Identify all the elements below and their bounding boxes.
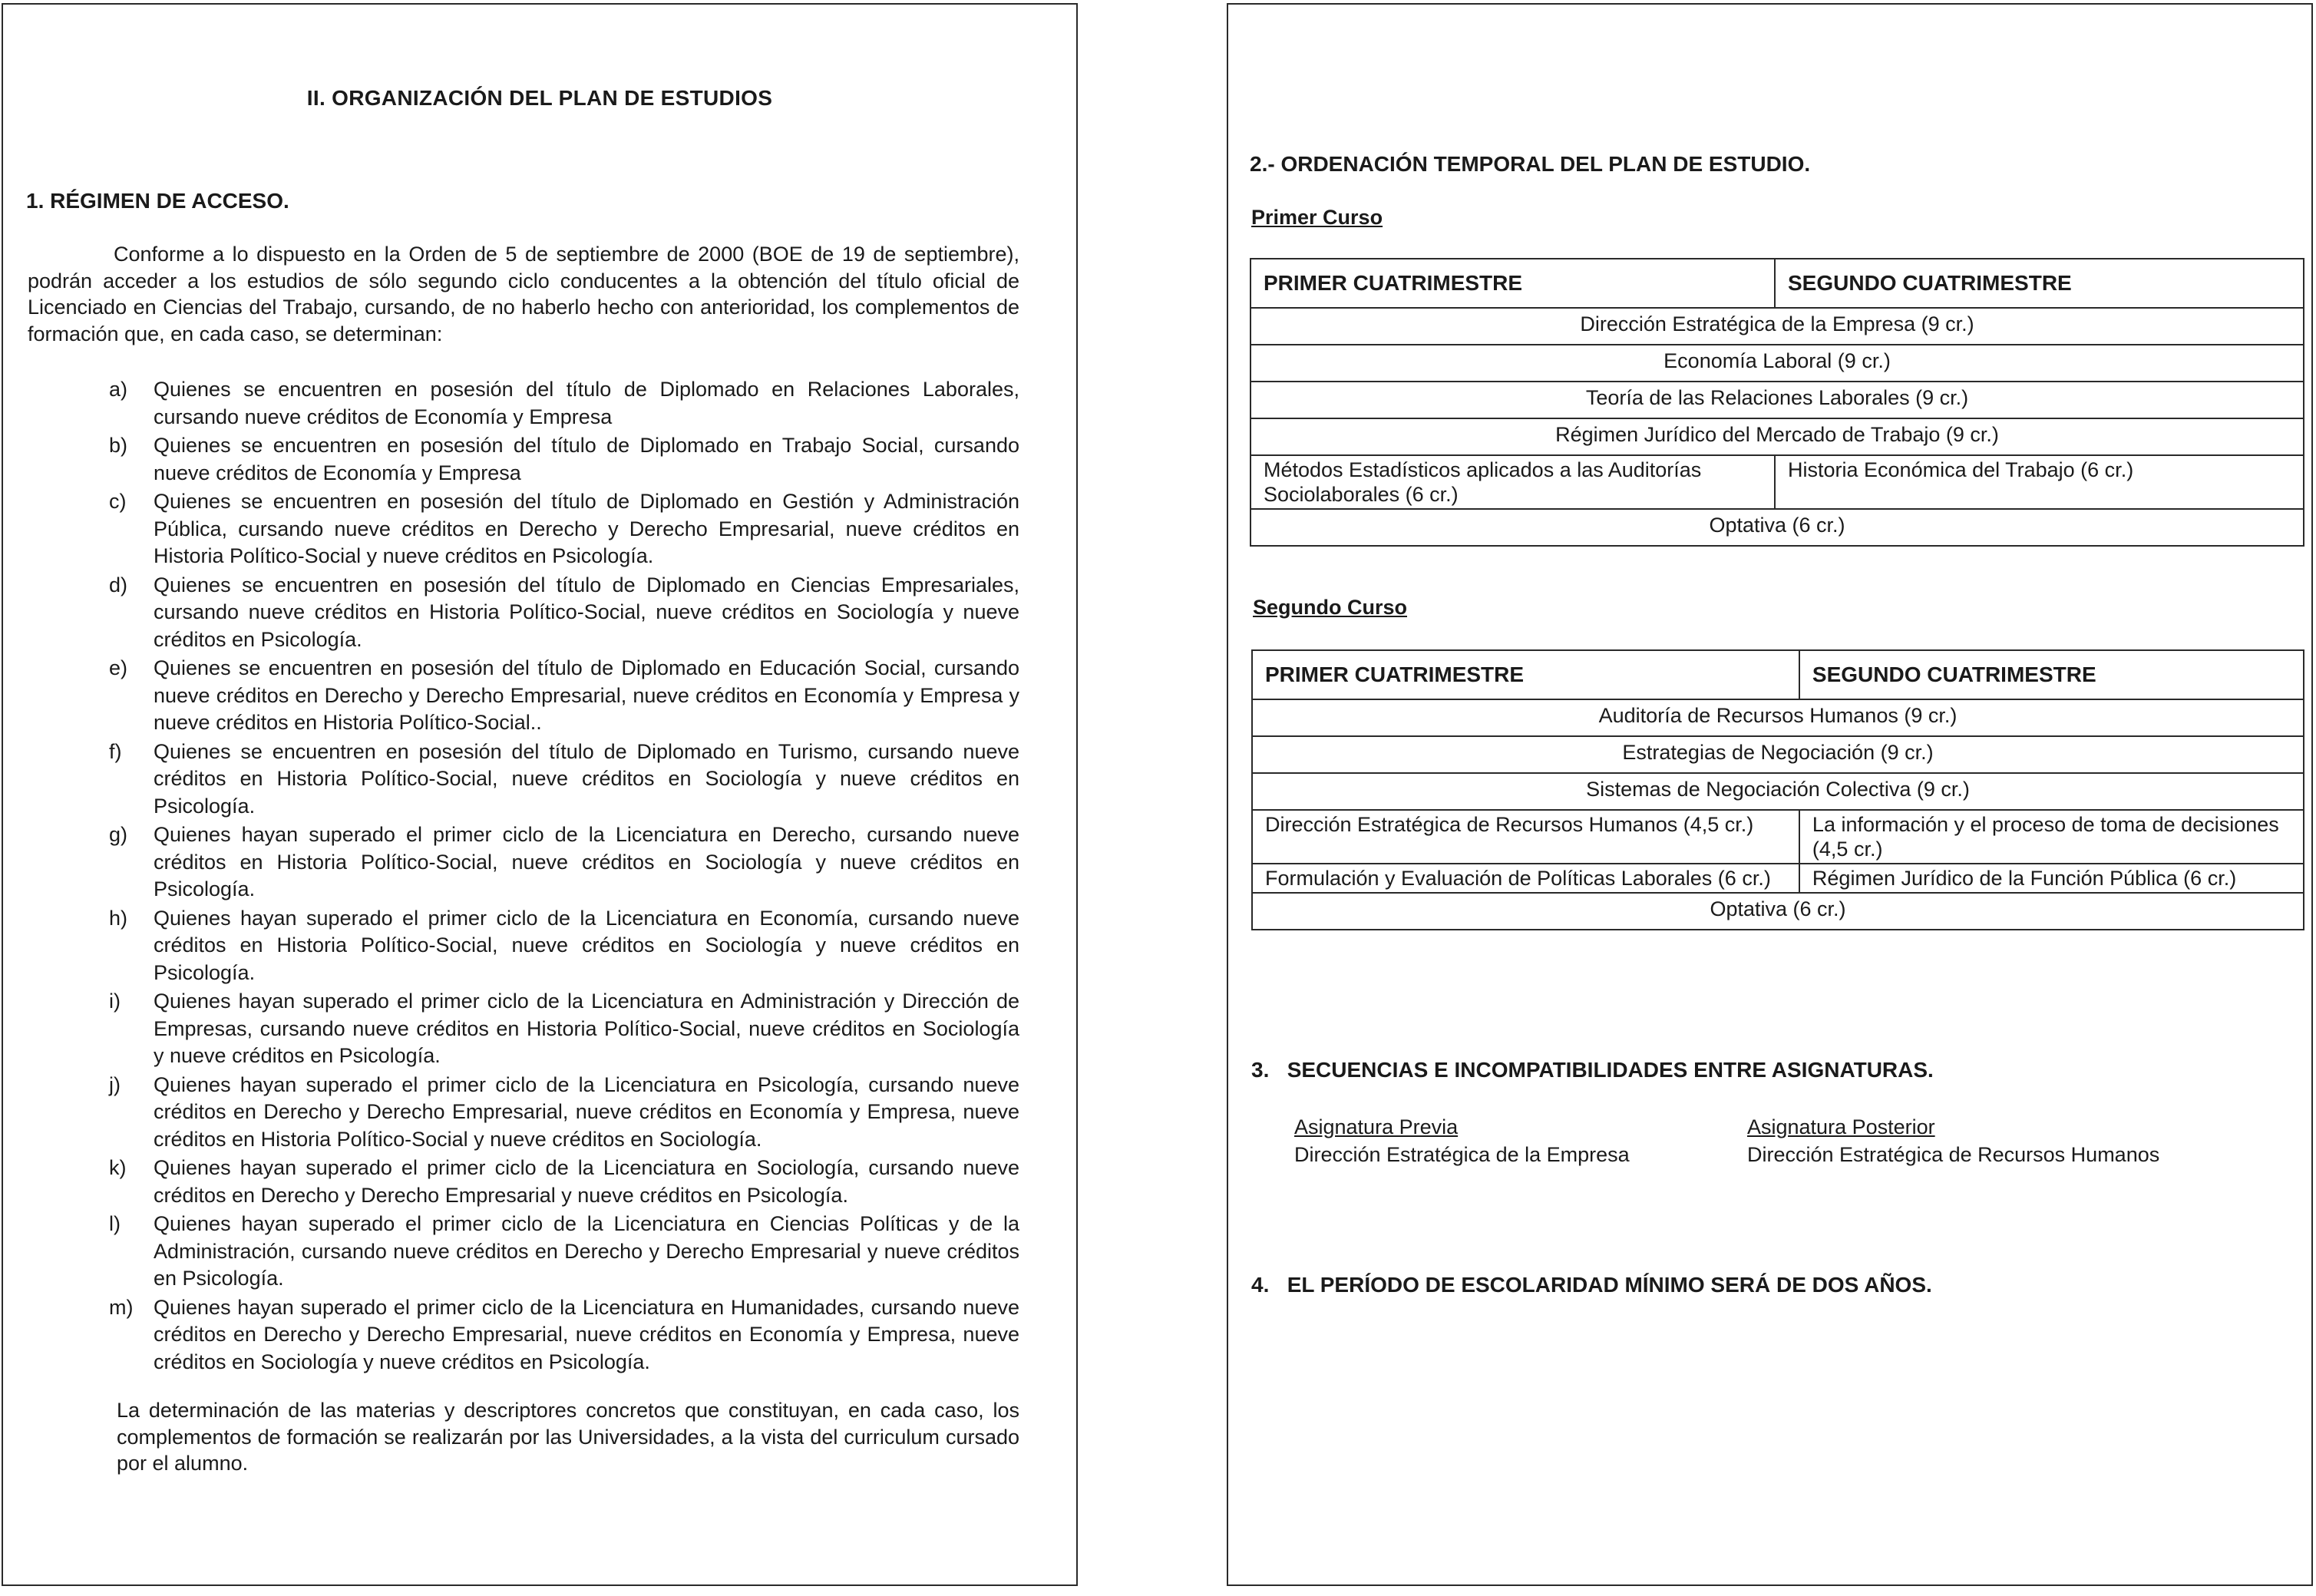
header-segundo-cuatrimestre: SEGUNDO CUATRIMESTRE — [1799, 650, 2304, 699]
page-title: II. ORGANIZACIÓN DEL PLAN DE ESTUDIOS — [306, 86, 773, 110]
course-cell: La información y el proceso de toma de decisiones (4,5 cr.) — [1799, 810, 2304, 864]
item-text: Quienes se encuentren en posesión del título de Diplomado en Relaciones Laborales, cursando nueve créditos de Economía y Empresa — [154, 378, 1019, 428]
list-item — [109, 739, 1019, 821]
item-text: Quienes hayan superado el primer ciclo de la Licenciatura en Economía, cursando nueve créditos en Historia Político-Social, nueve créditos en Sociología y nueve créditos en Psicología. — [154, 906, 1019, 984]
segundo-curso-table — [1251, 649, 2304, 930]
item-label: a) — [109, 378, 128, 401]
table-row — [1252, 893, 2304, 930]
list-item — [109, 655, 1019, 737]
table-row — [1252, 810, 2304, 864]
table-row — [1251, 418, 2304, 455]
sequence-previa — [1294, 1113, 1630, 1168]
intro-text: Conforme a lo dispuesto en la Orden de 5 de septiembre de 2000 (BOE de 19 de septiembre), podrán acceder a los estudios de sólo segundo ciclo conducentes a la obtención del título oficial de Licenciado en Ciencias del Trabajo, cursando, de no haberlo hecho con anterioridad, los complementos de formación que, en cada caso, se determinan: — [28, 243, 1019, 345]
item-text: Quienes se encuentren en posesión del título de Diplomado en Ciencias Empresariales, cursando nueve créditos en Historia Político-Social, nueve créditos en Sociología y nueve créditos en Psicología. — [154, 573, 1019, 651]
list-item — [109, 1155, 1019, 1209]
table-row — [1251, 382, 2304, 418]
item-label: m) — [109, 1295, 134, 1319]
course-cell: Optativa (6 cr.) — [1252, 893, 2304, 930]
course-cell: Optativa (6 cr.) — [1251, 509, 2304, 546]
course-cell: Formulación y Evaluación de Políticas Laborales (6 cr.) — [1252, 864, 1799, 893]
list-item — [109, 1211, 1019, 1293]
list-item — [109, 376, 1019, 431]
list-item — [109, 1072, 1019, 1154]
item-text: Quienes se encuentren en posesión del título de Diplomado en Turismo, cursando nueve créditos en Historia Político-Social, nueve créditos en Sociología y nueve créditos en Psicología. — [154, 739, 1019, 818]
list-item — [109, 572, 1019, 654]
table-row — [1251, 509, 2304, 546]
course-cell: Dirección Estratégica de Recursos Humanos (4,5 cr.) — [1252, 810, 1799, 864]
item-label: l) — [109, 1212, 121, 1235]
item-label: g) — [109, 823, 128, 846]
item-text: Quienes se encuentren en posesión del título de Diplomado en Trabajo Social, cursando nueve créditos de Economía y Empresa — [154, 434, 1019, 484]
posterior-label: Asignatura Posterior — [1747, 1115, 1935, 1138]
segundo-curso-title: Segundo Curso — [1253, 596, 1407, 619]
section-heading-regimen-acceso: 1. RÉGIMEN DE ACCESO. — [26, 189, 289, 213]
item-text: Quienes hayan superado el primer ciclo de la Licenciatura en Administración y Dirección de Empresas, cursando nueve créditos en Historia Político-Social, nueve créditos en Sociología y nueve créditos en Psicología. — [154, 990, 1019, 1067]
access-requirements-list — [109, 376, 1019, 1377]
previa-value: Dirección Estratégica de la Empresa — [1294, 1143, 1630, 1166]
left-page — [2, 3, 1078, 1586]
table-row — [1252, 773, 2304, 810]
list-item — [109, 1294, 1019, 1376]
item-text: Quienes se encuentren en posesión del título de Diplomado en Educación Social, cursando nueve créditos en Derecho y Derecho Empresarial, nueve créditos en Economía y Empresa y nueve créditos en Historia Político-Social.. — [154, 656, 1019, 734]
list-item — [109, 905, 1019, 987]
table-row — [1251, 455, 2304, 509]
list-item — [109, 821, 1019, 904]
item-label: b) — [109, 434, 128, 457]
item-text: Quienes hayan superado el primer ciclo de la Licenciatura en Psicología, cursando nueve créditos en Derecho y Derecho Empresarial, nueve créditos en Economía y Empresa, nueve créditos en Historia Político-Social y nueve créditos en Sociología. — [154, 1072, 1019, 1151]
course-cell: Estrategias de Negociación (9 cr.) — [1252, 736, 2304, 773]
course-cell: Economía Laboral (9 cr.) — [1251, 345, 2304, 382]
course-cell: Teoría de las Relaciones Laborales (9 cr.) — [1251, 382, 2304, 418]
right-page — [1227, 3, 2313, 1586]
header-primer-cuatrimestre: PRIMER CUATRIMESTRE — [1251, 259, 1775, 308]
header-segundo-cuatrimestre: SEGUNDO CUATRIMESTRE — [1775, 259, 2304, 308]
item-label: i) — [109, 990, 121, 1013]
course-cell: Régimen Jurídico de la Función Pública (6 cr.) — [1799, 864, 2304, 893]
table-row — [1251, 345, 2304, 382]
item-text: Quienes hayan superado el primer ciclo de la Licenciatura en Sociología, cursando nueve créditos en Derecho y Derecho Empresarial y nueve créditos en Psicología. — [154, 1156, 1019, 1207]
course-cell: Auditoría de Recursos Humanos (9 cr.) — [1252, 699, 2304, 736]
item-text: Quienes hayan superado el primer ciclo de la Licenciatura en Humanidades, cursando nueve créditos en Derecho y Derecho Empresarial, nueve créditos en Economía y Empresa, nueve créditos en Sociología y nueve créditos en Psicología. — [154, 1295, 1019, 1373]
intro-paragraph — [28, 241, 1019, 347]
item-text: Quienes hayan superado el primer ciclo de la Licenciatura en Ciencias Políticas y de la Administración, cursando nueve créditos en Derecho y Derecho Empresarial y nueve créditos en Psicología. — [154, 1212, 1019, 1290]
item-label: j) — [109, 1072, 121, 1096]
section-heading-ordenacion-temporal: 2.- ORDENACIÓN TEMPORAL DEL PLAN DE ESTUDIO. — [1250, 152, 1811, 176]
table-row — [1252, 736, 2304, 773]
section-heading-secuencias: 3. SECUENCIAS E INCOMPATIBILIDADES ENTRE ASIGNATURAS. — [1251, 1058, 1934, 1082]
course-cell: Sistemas de Negociación Colectiva (9 cr.) — [1252, 773, 2304, 810]
course-cell: Métodos Estadísticos aplicados a las Auditorías Sociolaborales (6 cr.) — [1251, 455, 1775, 509]
item-label: c) — [109, 490, 127, 513]
closing-paragraph: La determinación de las materias y descriptores concretos que constituyan, en cada caso, los complementos de formación se realizarán por las Universidades, a la vista del curriculum cursado por el alumno. — [117, 1399, 1019, 1475]
item-label: h) — [109, 906, 128, 930]
primer-curso-table — [1250, 258, 2304, 547]
table-header-row — [1252, 650, 2304, 699]
header-primer-cuatrimestre: PRIMER CUATRIMESTRE — [1252, 650, 1799, 699]
section-heading-escolaridad: 4. EL PERÍODO DE ESCOLARIDAD MÍNIMO SERÁ DE DOS AÑOS. — [1251, 1273, 1932, 1297]
sequence-posterior — [1747, 1113, 2159, 1168]
previa-label: Asignatura Previa — [1294, 1115, 1459, 1138]
table-header-row — [1251, 259, 2304, 308]
primer-curso-title: Primer Curso — [1251, 206, 1383, 229]
table-row — [1252, 699, 2304, 736]
course-cell: Historia Económica del Trabajo (6 cr.) — [1775, 455, 2304, 509]
list-item — [109, 488, 1019, 570]
course-cell: Régimen Jurídico del Mercado de Trabajo (9 cr.) — [1251, 418, 2304, 455]
list-item — [109, 432, 1019, 487]
item-text: Quienes se encuentren en posesión del título de Diplomado en Gestión y Administración Pública, cursando nueve créditos en Derecho y Derecho Empresarial, nueve créditos en Historia Político-Social y nueve créditos en Psicología. — [154, 490, 1019, 567]
item-label: d) — [109, 573, 128, 596]
table-row — [1252, 864, 2304, 893]
item-label: e) — [109, 656, 128, 679]
table-row — [1251, 308, 2304, 345]
list-item — [109, 988, 1019, 1070]
item-text: Quienes hayan superado el primer ciclo de la Licenciatura en Derecho, cursando nueve créditos en Historia Político-Social, nueve créditos en Sociología y nueve créditos en Psicología. — [154, 823, 1019, 900]
course-cell: Dirección Estratégica de la Empresa (9 cr.) — [1251, 308, 2304, 345]
item-label: k) — [109, 1156, 127, 1179]
item-label: f) — [109, 739, 122, 763]
posterior-value: Dirección Estratégica de Recursos Humanos — [1747, 1143, 2160, 1166]
